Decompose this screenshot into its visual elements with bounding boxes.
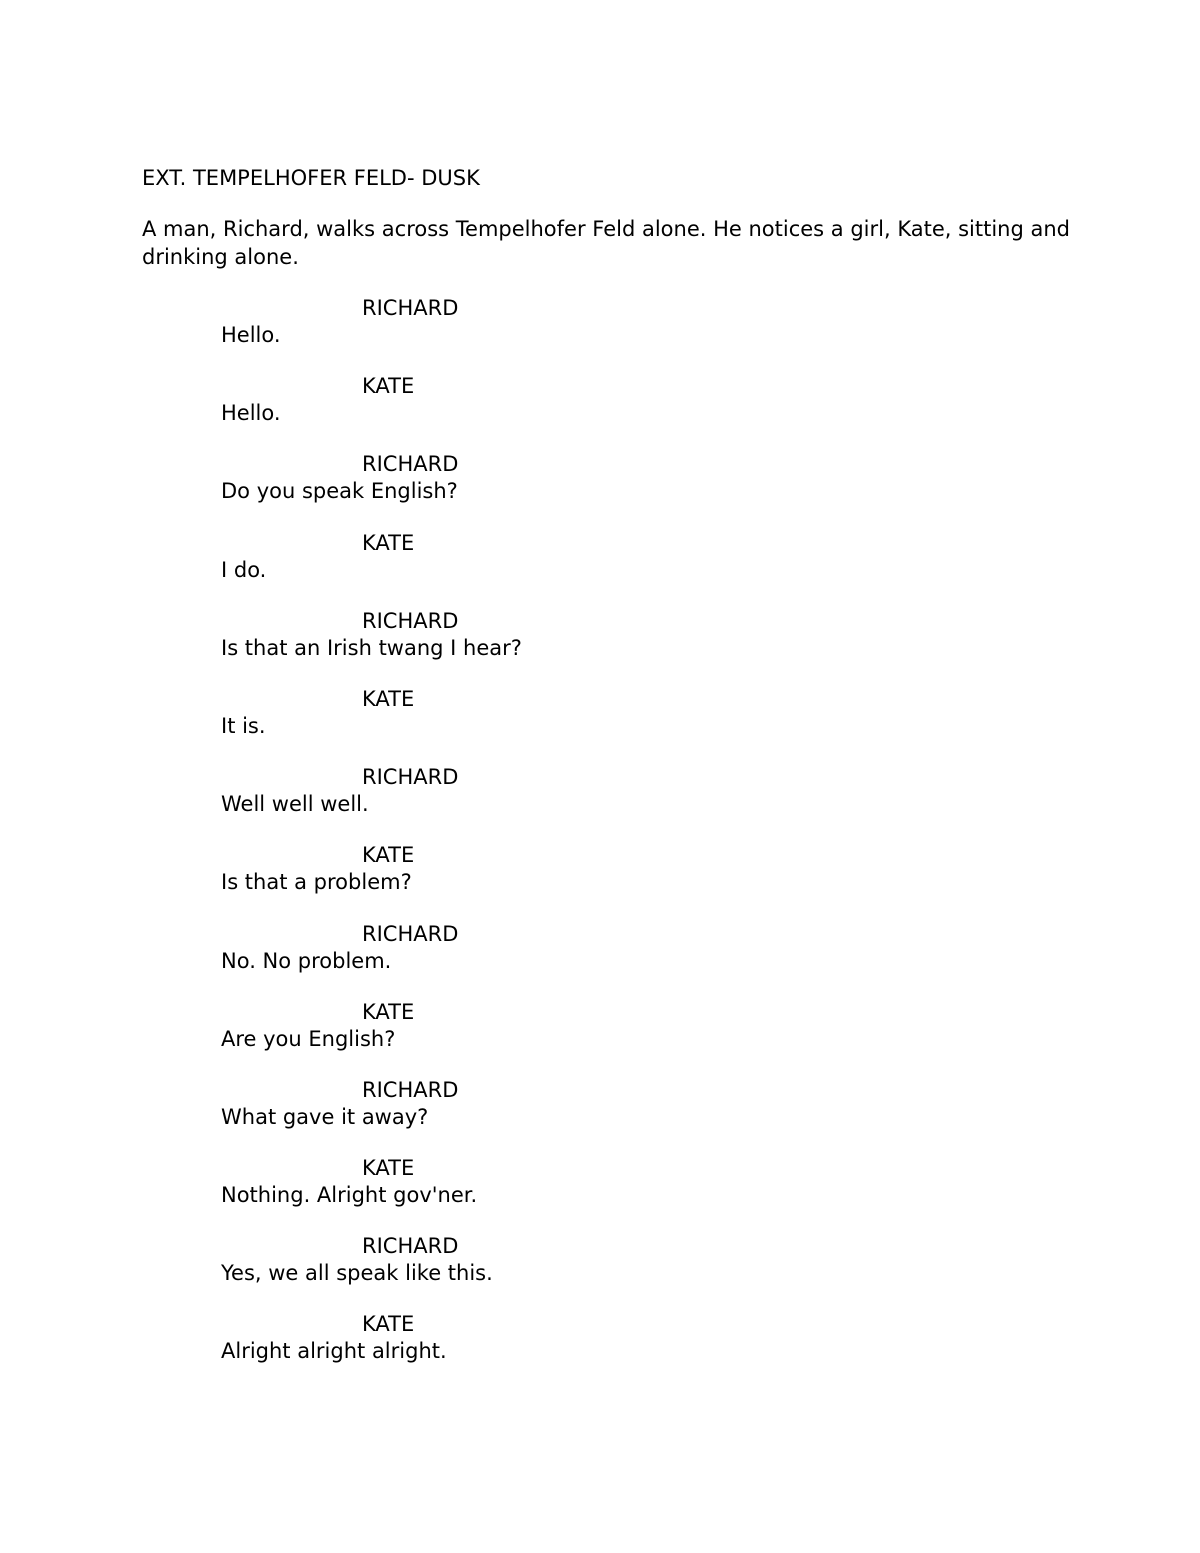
dialogue-line: Do you speak English? [221,479,458,504]
dialogue-block [0,841,1200,919]
dialogue-line: Hello. [221,323,281,347]
dialogue-block [0,998,1200,1076]
dialogue-line: Well well well. [221,792,369,817]
dialogue-line: Hello. [221,401,281,426]
scene-heading: EXT. TEMPELHOFER FELD- DUSK [142,166,480,190]
dialogue-block [0,920,1200,998]
character-name: RICHARD [362,452,459,477]
character-name: KATE [362,1312,415,1337]
dialogue-line: No. No problem. [221,948,392,973]
character-name: RICHARD [362,608,459,633]
dialogue-line: Nothing. Alright gov'ner. [221,1183,478,1208]
dialogue-line: What gave it away? [221,1104,429,1129]
dialogue-block [0,529,1200,607]
dialogue-block [0,1232,1200,1310]
dialogue-line: Is that an Irish twang I hear? [221,635,522,660]
character-name: KATE [362,999,415,1024]
character-name: RICHARD [362,921,459,946]
dialogue-block [0,1154,1200,1232]
dialogue-line: Is that a problem? [221,870,412,895]
character-name: KATE [362,1156,415,1181]
dialogue-block [0,685,1200,763]
character-name: KATE [362,843,415,868]
dialogue-block [0,1310,1200,1388]
character-name: KATE [362,374,415,399]
character-name: KATE [362,686,415,711]
dialogue-block [0,1076,1200,1154]
character-name: RICHARD [362,296,459,320]
dialogue-section [0,294,1200,1389]
dialogue-line: Yes, we all speak like this. [221,1261,493,1286]
dialogue-line: I do. [221,557,267,582]
dialogue-block [0,607,1200,685]
character-name: RICHARD [362,1234,459,1259]
action-text: A man, Richard, walks across Tempelhofer Feld alone. He notices a girl, Kate, sitting and drinking alone. [142,217,1070,269]
character-name: KATE [362,530,415,555]
character-name: RICHARD [362,765,459,790]
character-name: RICHARD [362,1077,459,1102]
dialogue-block [0,763,1200,841]
dialogue-line: Are you English? [221,1026,396,1051]
dialogue-block [0,294,1200,372]
dialogue-block [0,450,1200,528]
dialogue-line: It is. [221,713,266,738]
dialogue-line: Alright alright alright. [221,1339,447,1364]
dialogue-block [0,372,1200,450]
